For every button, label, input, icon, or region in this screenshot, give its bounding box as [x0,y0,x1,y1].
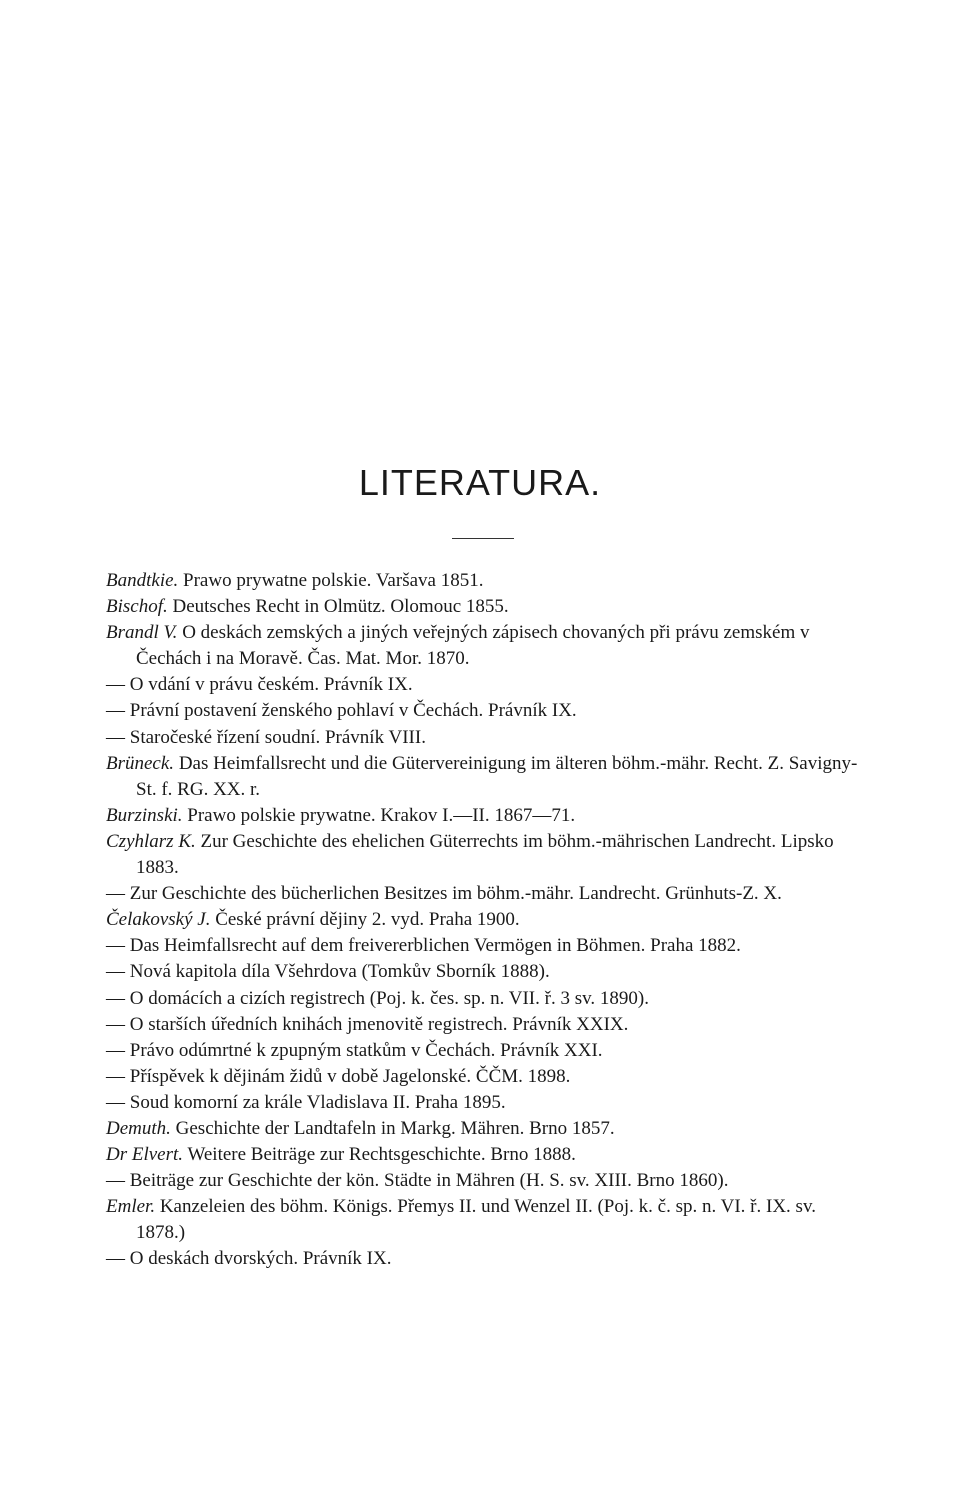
bibliography-entry [106,1194,866,1246]
bibliography-entry [106,620,866,672]
entry-author: Demuth. [106,1117,171,1139]
bibliography-entry [106,907,866,933]
entry-text: — Zur Geschichte des bücherlichen Besitzes im böhm.-mähr. Landrecht. Grünhuts-Z. X. [106,883,782,905]
bibliography-entry [106,672,866,698]
bibliography-entry [106,881,866,907]
entry-text: — O vdání v právu českém. Právník IX. [106,674,413,696]
bibliography-entry [106,1142,866,1168]
bibliography-entry [106,1246,866,1272]
bibliography-entry [106,1168,866,1194]
bibliography-entry [106,933,866,959]
entry-text: — Beiträge zur Geschichte der kön. Städte in Mähren (H. S. sv. XIII. Brno 1860). [106,1170,729,1192]
entry-text: — O deskách dvorských. Právník IX. [106,1248,392,1270]
entry-text: Deutsches Recht in Olmütz. Olomouc 1855. [167,596,509,618]
entry-text: Das Heimfallsrecht und die Gütervereinigung im älteren böhm.-mähr. Recht. Z. Savigny-St. f. RG. XX. r. [136,752,858,800]
bibliography-entry [106,1012,866,1038]
entry-text: — Staročeské řízení soudní. Právník VIII. [106,726,426,748]
entry-author: Bandtkie. [106,570,179,591]
bibliography-entry [106,829,866,881]
bibliography-entry [106,1038,866,1064]
bibliography-entry [106,725,866,751]
bibliography-list [106,568,866,1273]
title-divider [452,538,514,539]
entry-text: — Soud komorní za krále Vladislava II. Praha 1895. [106,1091,506,1113]
entry-text: — Právní postavení ženského pohlaví v Čechách. Právník IX. [106,700,577,722]
bibliography-entry [106,568,866,594]
bibliography-entry [106,959,866,985]
entry-author: Bischof. [106,596,168,618]
entry-text: Kanzeleien des böhm. Königs. Přemys II. und Wenzel II. (Poj. k. č. sp. n. VI. ř. IX. sv. 1878.) [136,1196,816,1244]
entry-text: — O domácích a cizích registrech (Poj. k. čes. sp. n. VII. ř. 3 sv. 1890). [106,987,649,1009]
entry-author: Burzinski. [106,804,183,826]
entry-text: Zur Geschichte des ehelichen Güterrechts im böhm.-mährischen Landrecht. Lipsko 1883. [136,830,834,879]
entry-text: O deskách zemských a jiných veřejných zápisech chovaných při právu zemském v Čechách i na Moravě. Čas. Mat. Mor. 1870. [136,622,810,670]
entry-author: Brüneck. [106,752,175,774]
bibliography-entry [106,698,866,724]
entry-text: — Příspěvek k dějinám židů v době Jagelonské. ČČM. 1898. [106,1065,571,1087]
bibliography-entry [106,986,866,1012]
entry-text: Prawo prywatne polskie. Varšava 1851. [178,570,484,591]
entry-author: Emler. [106,1196,156,1218]
entry-text: — Nová kapitola díla Všehrdova (Tomkův Sborník 1888). [106,961,550,983]
entry-text: Weitere Beiträge zur Rechtsgeschichte. Brno 1888. [183,1144,576,1166]
entry-text: — O starších úředních knihách jmenovitě registrech. Právník XXIX. [106,1013,629,1035]
entry-text: — Právo odúmrtné k zpupným statkům v Čechách. Právník XXI. [106,1039,603,1061]
entry-text: Prawo polskie prywatne. Krakov I.—II. 1867—71. [182,804,576,826]
bibliography-entry [106,751,866,803]
bibliography-entry [106,1116,866,1142]
entry-author: Czyhlarz K. [106,830,196,852]
bibliography-entry [106,803,866,829]
entry-author: Dr Elvert. [106,1144,184,1166]
bibliography-entry [106,1090,866,1116]
bibliography-entry [106,594,866,620]
entry-text: České právní dějiny 2. vyd. Praha 1900. [210,909,520,931]
entry-text: Geschichte der Landtafeln in Markg. Mähren. Brno 1857. [170,1117,615,1139]
page-title: LITERATURA. [358,462,602,503]
bibliography-entry [106,1064,866,1090]
entry-author: Čelakovský J. [106,909,211,931]
entry-author: Brandl V. [106,622,178,644]
entry-text: — Das Heimfallsrecht auf dem freivererblichen Vermögen in Böhmen. Praha 1882. [106,935,741,957]
